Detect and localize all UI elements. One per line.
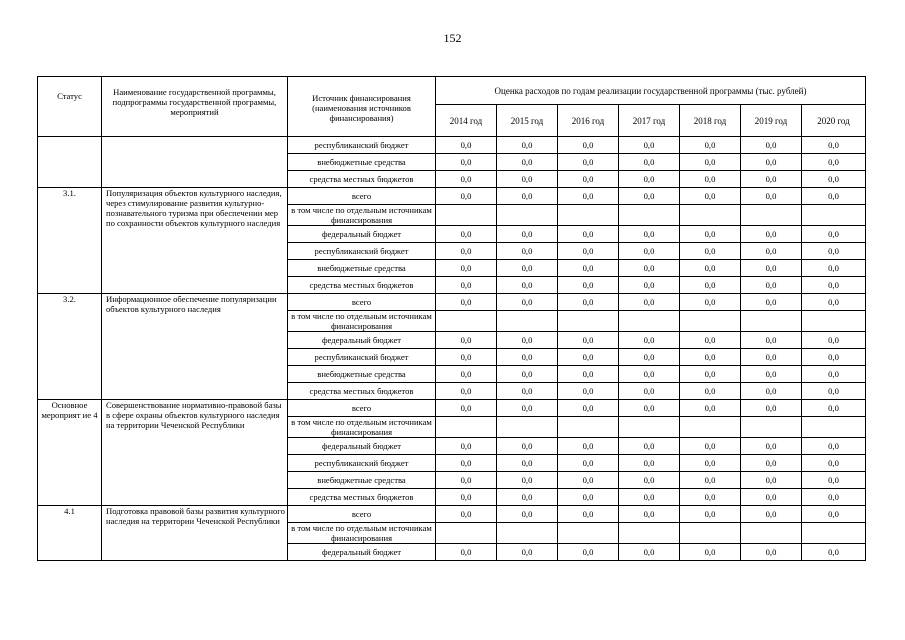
value-cell: 0,0: [436, 154, 497, 171]
value-cell: 0,0: [680, 400, 741, 417]
value-cell: 0,0: [558, 383, 619, 400]
value-cell: 0,0: [436, 506, 497, 523]
value-cell: 0,0: [619, 400, 680, 417]
value-cell: 0,0: [802, 226, 866, 243]
value-cell: 0,0: [558, 243, 619, 260]
value-cell: 0,0: [680, 332, 741, 349]
value-cell: 0,0: [497, 154, 558, 171]
value-cell: 0,0: [497, 366, 558, 383]
value-cell: 0,0: [436, 332, 497, 349]
value-cell: [497, 205, 558, 226]
value-cell: [802, 205, 866, 226]
value-cell: 0,0: [558, 154, 619, 171]
source-cell: всего: [288, 506, 436, 523]
value-cell: 0,0: [802, 506, 866, 523]
source-cell: средства местных бюджетов: [288, 383, 436, 400]
header-year: 2017 год: [619, 105, 680, 137]
value-cell: 0,0: [680, 171, 741, 188]
value-cell: 0,0: [497, 277, 558, 294]
value-cell: [741, 311, 802, 332]
value-cell: 0,0: [619, 154, 680, 171]
value-cell: 0,0: [802, 188, 866, 205]
value-cell: 0,0: [497, 544, 558, 561]
value-cell: [741, 523, 802, 544]
value-cell: 0,0: [741, 349, 802, 366]
source-cell: федеральный бюджет: [288, 438, 436, 455]
value-cell: 0,0: [802, 383, 866, 400]
value-cell: 0,0: [619, 455, 680, 472]
source-cell: республиканский бюджет: [288, 137, 436, 154]
name-cell: Информационное обеспечение популяризации объектов культурного наследия: [102, 294, 288, 400]
value-cell: 0,0: [619, 438, 680, 455]
value-cell: 0,0: [497, 438, 558, 455]
value-cell: 0,0: [619, 294, 680, 311]
value-cell: 0,0: [680, 544, 741, 561]
value-cell: 0,0: [680, 472, 741, 489]
value-cell: 0,0: [436, 489, 497, 506]
value-cell: [558, 205, 619, 226]
table-header: [38, 77, 866, 137]
value-cell: 0,0: [436, 171, 497, 188]
value-cell: [497, 417, 558, 438]
budget-table: [37, 76, 866, 561]
source-cell: средства местных бюджетов: [288, 489, 436, 506]
value-cell: 0,0: [558, 349, 619, 366]
source-cell: федеральный бюджет: [288, 544, 436, 561]
value-cell: [497, 311, 558, 332]
value-cell: [436, 311, 497, 332]
value-cell: [436, 205, 497, 226]
value-cell: [741, 205, 802, 226]
value-cell: 0,0: [436, 294, 497, 311]
header-year: 2016 год: [558, 105, 619, 137]
value-cell: 0,0: [802, 489, 866, 506]
source-cell: всего: [288, 294, 436, 311]
value-cell: 0,0: [741, 171, 802, 188]
table-row: [38, 137, 866, 154]
table-row: [38, 506, 866, 523]
value-cell: 0,0: [680, 154, 741, 171]
value-cell: 0,0: [497, 489, 558, 506]
value-cell: 0,0: [741, 544, 802, 561]
name-cell: [102, 137, 288, 188]
value-cell: 0,0: [680, 438, 741, 455]
value-cell: [802, 417, 866, 438]
value-cell: 0,0: [619, 506, 680, 523]
value-cell: 0,0: [436, 137, 497, 154]
value-cell: 0,0: [680, 226, 741, 243]
value-cell: 0,0: [619, 332, 680, 349]
value-cell: 0,0: [741, 154, 802, 171]
value-cell: 0,0: [436, 226, 497, 243]
value-cell: 0,0: [741, 455, 802, 472]
source-cell: в том числе по отдельным источникам финансирования: [288, 523, 436, 544]
header-status: Статус: [38, 77, 102, 137]
value-cell: 0,0: [497, 506, 558, 523]
source-cell: внебюджетные средства: [288, 366, 436, 383]
status-cell: 3.2.: [38, 294, 102, 400]
page-number: 152: [443, 31, 462, 45]
value-cell: 0,0: [802, 277, 866, 294]
source-cell: средства местных бюджетов: [288, 171, 436, 188]
value-cell: [680, 311, 741, 332]
header-name: Наименование государственной программы, подпрограммы государственной программы, мероприятий: [102, 77, 288, 137]
value-cell: 0,0: [497, 137, 558, 154]
value-cell: 0,0: [497, 188, 558, 205]
value-cell: [680, 205, 741, 226]
value-cell: 0,0: [680, 349, 741, 366]
value-cell: 0,0: [558, 260, 619, 277]
value-cell: 0,0: [619, 489, 680, 506]
table-body: [38, 137, 866, 561]
value-cell: 0,0: [741, 277, 802, 294]
value-cell: [436, 523, 497, 544]
source-cell: внебюджетные средства: [288, 260, 436, 277]
value-cell: 0,0: [558, 294, 619, 311]
source-cell: республиканский бюджет: [288, 349, 436, 366]
value-cell: 0,0: [802, 438, 866, 455]
value-cell: 0,0: [741, 489, 802, 506]
value-cell: 0,0: [619, 260, 680, 277]
value-cell: 0,0: [436, 366, 497, 383]
value-cell: 0,0: [558, 489, 619, 506]
value-cell: 0,0: [436, 544, 497, 561]
value-cell: 0,0: [741, 506, 802, 523]
value-cell: 0,0: [558, 472, 619, 489]
value-cell: 0,0: [741, 332, 802, 349]
value-cell: 0,0: [680, 506, 741, 523]
value-cell: 0,0: [497, 349, 558, 366]
value-cell: 0,0: [558, 332, 619, 349]
header-year: 2014 год: [436, 105, 497, 137]
value-cell: 0,0: [741, 226, 802, 243]
value-cell: [558, 417, 619, 438]
value-cell: 0,0: [741, 366, 802, 383]
source-cell: республиканский бюджет: [288, 243, 436, 260]
value-cell: [802, 523, 866, 544]
value-cell: [619, 205, 680, 226]
name-cell: Совершенствование нормативно-правовой базы в сфере охраны объектов культурного наследия на территории Чеченской Республики: [102, 400, 288, 506]
value-cell: 0,0: [802, 544, 866, 561]
source-cell: федеральный бюджет: [288, 332, 436, 349]
value-cell: 0,0: [680, 188, 741, 205]
table-row: [38, 294, 866, 311]
value-cell: 0,0: [558, 455, 619, 472]
value-cell: 0,0: [558, 544, 619, 561]
value-cell: 0,0: [619, 472, 680, 489]
value-cell: [619, 311, 680, 332]
value-cell: [680, 523, 741, 544]
value-cell: 0,0: [619, 226, 680, 243]
value-cell: 0,0: [436, 472, 497, 489]
value-cell: 0,0: [741, 400, 802, 417]
value-cell: 0,0: [497, 226, 558, 243]
value-cell: [741, 417, 802, 438]
table-row: [38, 400, 866, 417]
source-cell: в том числе по отдельным источникам финансирования: [288, 205, 436, 226]
value-cell: 0,0: [802, 171, 866, 188]
value-cell: 0,0: [802, 294, 866, 311]
value-cell: 0,0: [802, 400, 866, 417]
value-cell: 0,0: [558, 366, 619, 383]
value-cell: [802, 311, 866, 332]
value-cell: 0,0: [741, 188, 802, 205]
status-cell: 4.1: [38, 506, 102, 561]
value-cell: 0,0: [802, 154, 866, 171]
value-cell: 0,0: [680, 294, 741, 311]
value-cell: 0,0: [558, 506, 619, 523]
value-cell: 0,0: [497, 383, 558, 400]
value-cell: 0,0: [436, 383, 497, 400]
value-cell: 0,0: [802, 243, 866, 260]
value-cell: 0,0: [741, 243, 802, 260]
value-cell: 0,0: [802, 366, 866, 383]
source-cell: в том числе по отдельным источникам финансирования: [288, 417, 436, 438]
value-cell: 0,0: [497, 472, 558, 489]
status-cell: [38, 137, 102, 188]
value-cell: 0,0: [497, 243, 558, 260]
header-year: 2020 год: [802, 105, 866, 137]
header-year: 2018 год: [680, 105, 741, 137]
value-cell: 0,0: [802, 472, 866, 489]
value-cell: 0,0: [680, 260, 741, 277]
value-cell: 0,0: [619, 188, 680, 205]
value-cell: [680, 417, 741, 438]
status-cell: Основное мероприят ие 4: [38, 400, 102, 506]
value-cell: [436, 417, 497, 438]
value-cell: 0,0: [741, 472, 802, 489]
value-cell: 0,0: [436, 349, 497, 366]
value-cell: 0,0: [741, 294, 802, 311]
value-cell: 0,0: [619, 277, 680, 294]
source-cell: республиканский бюджет: [288, 455, 436, 472]
value-cell: 0,0: [802, 455, 866, 472]
name-cell: Популяризация объектов культурного наследия, через стимулирование развития культурно-познавательного туризма при обеспечении мер по сохранности объектов культурного наследия: [102, 188, 288, 294]
value-cell: 0,0: [680, 243, 741, 260]
source-cell: федеральный бюджет: [288, 226, 436, 243]
value-cell: [558, 523, 619, 544]
value-cell: 0,0: [497, 455, 558, 472]
source-cell: в том числе по отдельным источникам финансирования: [288, 311, 436, 332]
value-cell: 0,0: [436, 455, 497, 472]
value-cell: 0,0: [558, 188, 619, 205]
value-cell: 0,0: [802, 137, 866, 154]
value-cell: 0,0: [619, 366, 680, 383]
value-cell: 0,0: [619, 544, 680, 561]
header-year: 2019 год: [741, 105, 802, 137]
source-cell: внебюджетные средства: [288, 472, 436, 489]
value-cell: 0,0: [619, 171, 680, 188]
value-cell: 0,0: [680, 137, 741, 154]
value-cell: [619, 523, 680, 544]
value-cell: [619, 417, 680, 438]
source-cell: всего: [288, 400, 436, 417]
value-cell: 0,0: [619, 349, 680, 366]
value-cell: 0,0: [558, 438, 619, 455]
value-cell: 0,0: [741, 383, 802, 400]
value-cell: 0,0: [558, 137, 619, 154]
value-cell: 0,0: [619, 137, 680, 154]
value-cell: 0,0: [680, 455, 741, 472]
value-cell: 0,0: [802, 260, 866, 277]
value-cell: 0,0: [741, 260, 802, 277]
value-cell: 0,0: [497, 400, 558, 417]
value-cell: 0,0: [436, 438, 497, 455]
table-row: [38, 188, 866, 205]
value-cell: 0,0: [558, 277, 619, 294]
header-year: 2015 год: [497, 105, 558, 137]
value-cell: 0,0: [619, 383, 680, 400]
value-cell: 0,0: [436, 277, 497, 294]
value-cell: [558, 311, 619, 332]
value-cell: 0,0: [436, 188, 497, 205]
value-cell: 0,0: [558, 171, 619, 188]
value-cell: 0,0: [497, 294, 558, 311]
value-cell: 0,0: [497, 171, 558, 188]
status-cell: 3.1.: [38, 188, 102, 294]
value-cell: 0,0: [680, 366, 741, 383]
value-cell: 0,0: [436, 243, 497, 260]
value-cell: 0,0: [680, 277, 741, 294]
value-cell: 0,0: [558, 226, 619, 243]
source-cell: внебюджетные средства: [288, 154, 436, 171]
value-cell: 0,0: [619, 243, 680, 260]
value-cell: 0,0: [497, 260, 558, 277]
value-cell: 0,0: [680, 489, 741, 506]
header-source: Источник финансирования (наименования источников финансирования): [288, 77, 436, 137]
value-cell: [497, 523, 558, 544]
header-estimate: Оценка расходов по годам реализации государственной программы (тыс. рублей): [436, 77, 866, 105]
value-cell: 0,0: [497, 332, 558, 349]
value-cell: 0,0: [436, 260, 497, 277]
value-cell: 0,0: [558, 400, 619, 417]
source-cell: всего: [288, 188, 436, 205]
value-cell: 0,0: [680, 383, 741, 400]
value-cell: 0,0: [741, 137, 802, 154]
name-cell: Подготовка правовой базы развития культурного наследия на территории Чеченской Республики: [102, 506, 288, 561]
value-cell: 0,0: [802, 349, 866, 366]
value-cell: 0,0: [741, 438, 802, 455]
source-cell: средства местных бюджетов: [288, 277, 436, 294]
value-cell: 0,0: [436, 400, 497, 417]
value-cell: 0,0: [802, 332, 866, 349]
